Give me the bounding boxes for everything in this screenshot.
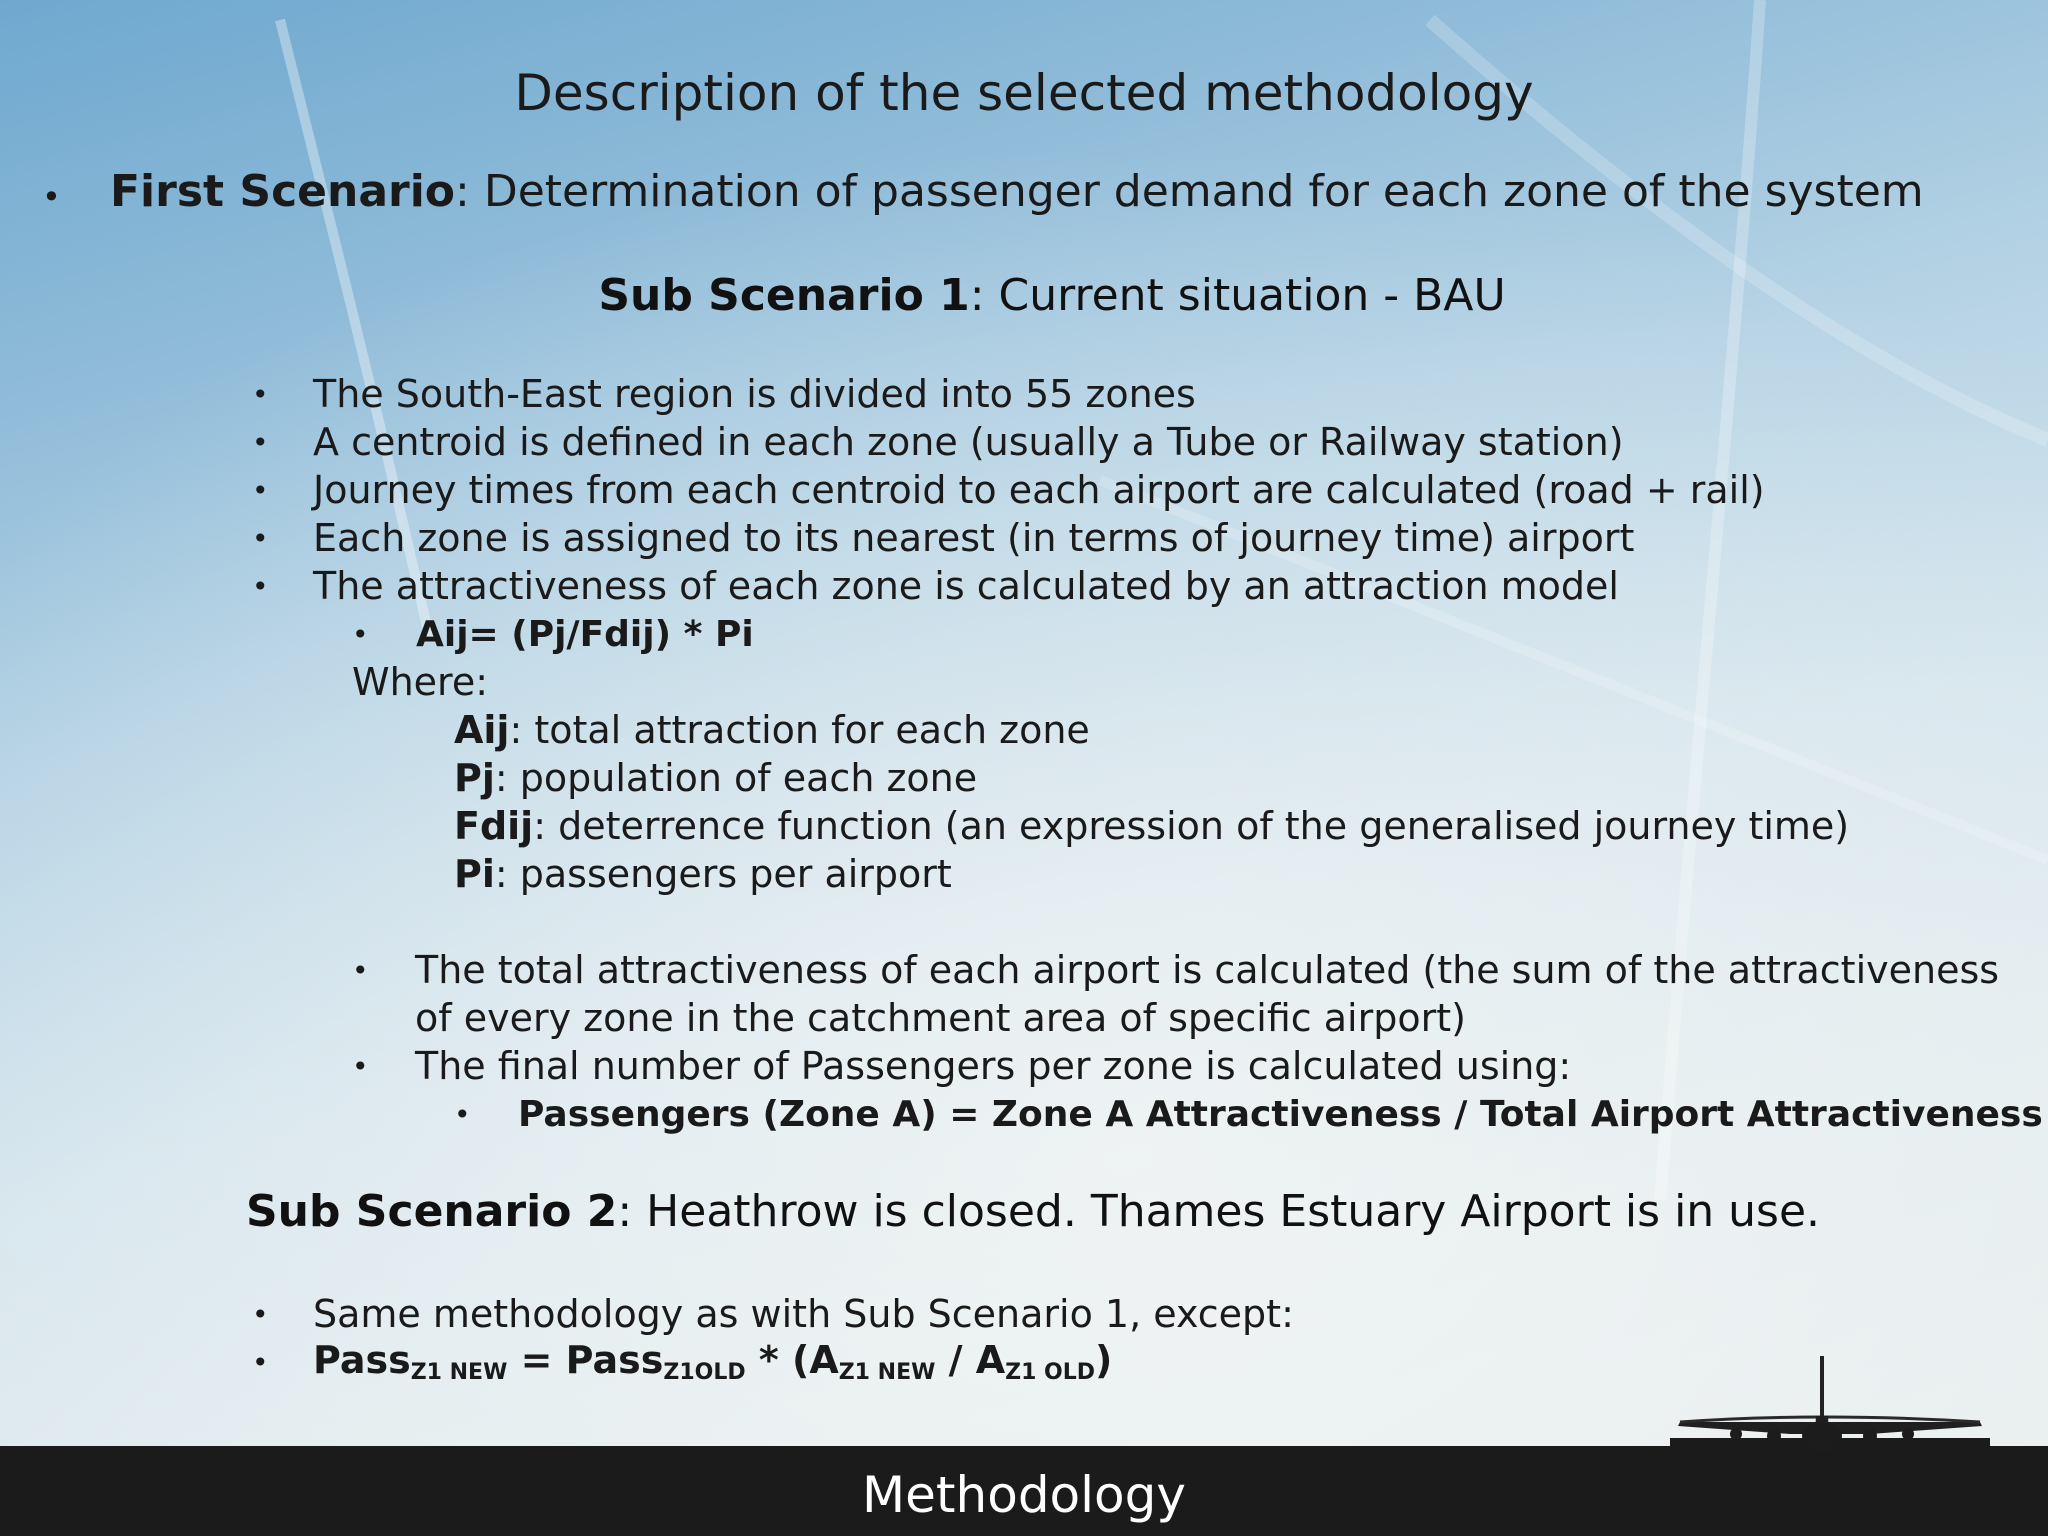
bullet-5: • bbox=[252, 570, 269, 603]
total-attractiveness-line-2: of every zone in the catchment area of specific airport) bbox=[415, 996, 1466, 1040]
definition-pi bbox=[454, 852, 952, 896]
attraction-formula: Aij= (Pj/Fdij) * Pi bbox=[416, 614, 754, 655]
definition-desc: : total attraction for each zone bbox=[509, 708, 1090, 752]
definition-term: Pj bbox=[454, 756, 495, 800]
bullet-sub2-1: • bbox=[252, 1298, 269, 1331]
list-item: The attractiveness of each zone is calculated by an attraction model bbox=[313, 564, 1619, 608]
sub2-methodology-line: Same methodology as with Sub Scenario 1, except: bbox=[313, 1292, 1294, 1336]
list-item: A centroid is defined in each zone (usually a Tube or Railway station) bbox=[313, 420, 1624, 464]
bullet-3: • bbox=[252, 474, 269, 507]
footer-title: Methodology bbox=[862, 1466, 1186, 1524]
passengers-formula: Passengers (Zone A) = Zone A Attractiveness / Total Airport Attractiveness bbox=[518, 1094, 2043, 1135]
bullet-4: • bbox=[252, 522, 269, 555]
formula-subscript: Z1 NEW bbox=[838, 1360, 936, 1385]
formula-subscript: Z1OLD bbox=[663, 1360, 746, 1385]
list-item: Each zone is assigned to its nearest (in terms of journey time) airport bbox=[313, 516, 1635, 560]
bullet-total: • bbox=[352, 954, 369, 987]
bullet-final: • bbox=[352, 1050, 369, 1083]
definition-desc: : passengers per airport bbox=[494, 852, 952, 896]
formula-subscript: Z1 NEW bbox=[410, 1360, 508, 1385]
sub-scenario-1-heading bbox=[0, 270, 2048, 321]
definition-desc: : population of each zone bbox=[494, 756, 978, 800]
sub-scenario-2-label: Sub Scenario 2 bbox=[245, 1186, 618, 1237]
first-scenario-line bbox=[110, 166, 1924, 217]
formula-subscript: Z1 OLD bbox=[1005, 1360, 1096, 1385]
formula-part: = Pass bbox=[507, 1338, 664, 1382]
definition-term: Fdij bbox=[454, 804, 534, 848]
bullet-formula: • bbox=[352, 618, 369, 651]
formula-part: ) bbox=[1095, 1338, 1113, 1382]
definition-aij bbox=[454, 708, 1090, 752]
bullet-2: • bbox=[252, 426, 269, 459]
formula-part: Pass bbox=[313, 1338, 411, 1382]
airplane-icon bbox=[1670, 1350, 1990, 1460]
list-item: The South-East region is divided into 55 zones bbox=[313, 372, 1196, 416]
first-scenario-text: : Determination of passenger demand for each zone of the system bbox=[455, 166, 1924, 217]
definition-term: Aij bbox=[454, 708, 510, 752]
bullet-final-formula: • bbox=[454, 1098, 471, 1131]
bullet-1: • bbox=[252, 378, 269, 411]
formula-part: * (A bbox=[745, 1338, 839, 1382]
sub-scenario-1-label: Sub Scenario 1 bbox=[598, 270, 970, 321]
sub-scenario-2-heading bbox=[0, 1186, 2048, 1237]
definition-term: Pi bbox=[454, 852, 495, 896]
sub-scenario-1-text: : Current situation - BAU bbox=[969, 270, 1506, 321]
bullet-sub2-2: • bbox=[252, 1346, 269, 1379]
definition-fdij bbox=[454, 804, 1849, 848]
first-scenario-label: First Scenario bbox=[110, 166, 456, 217]
total-attractiveness-line-1: The total attractiveness of each airport is calculated (the sum of the attractiveness bbox=[415, 948, 2000, 992]
pass-formula bbox=[313, 1338, 1112, 1385]
list-item: Journey times from each centroid to each airport are calculated (road + rail) bbox=[313, 468, 1765, 512]
sub-scenario-2-text: : Heathrow is closed. Thames Estuary Airport is in use. bbox=[617, 1186, 1821, 1237]
definition-desc: : deterrence function (an expression of the generalised journey time) bbox=[533, 804, 1850, 848]
slide-title: Description of the selected methodology bbox=[514, 64, 1534, 122]
final-number-line: The final number of Passengers per zone is calculated using: bbox=[415, 1044, 1572, 1088]
where-label: Where: bbox=[352, 660, 489, 704]
formula-part: / A bbox=[935, 1338, 1006, 1382]
definition-pj bbox=[454, 756, 977, 800]
bullet-first-scenario: • bbox=[42, 178, 61, 216]
